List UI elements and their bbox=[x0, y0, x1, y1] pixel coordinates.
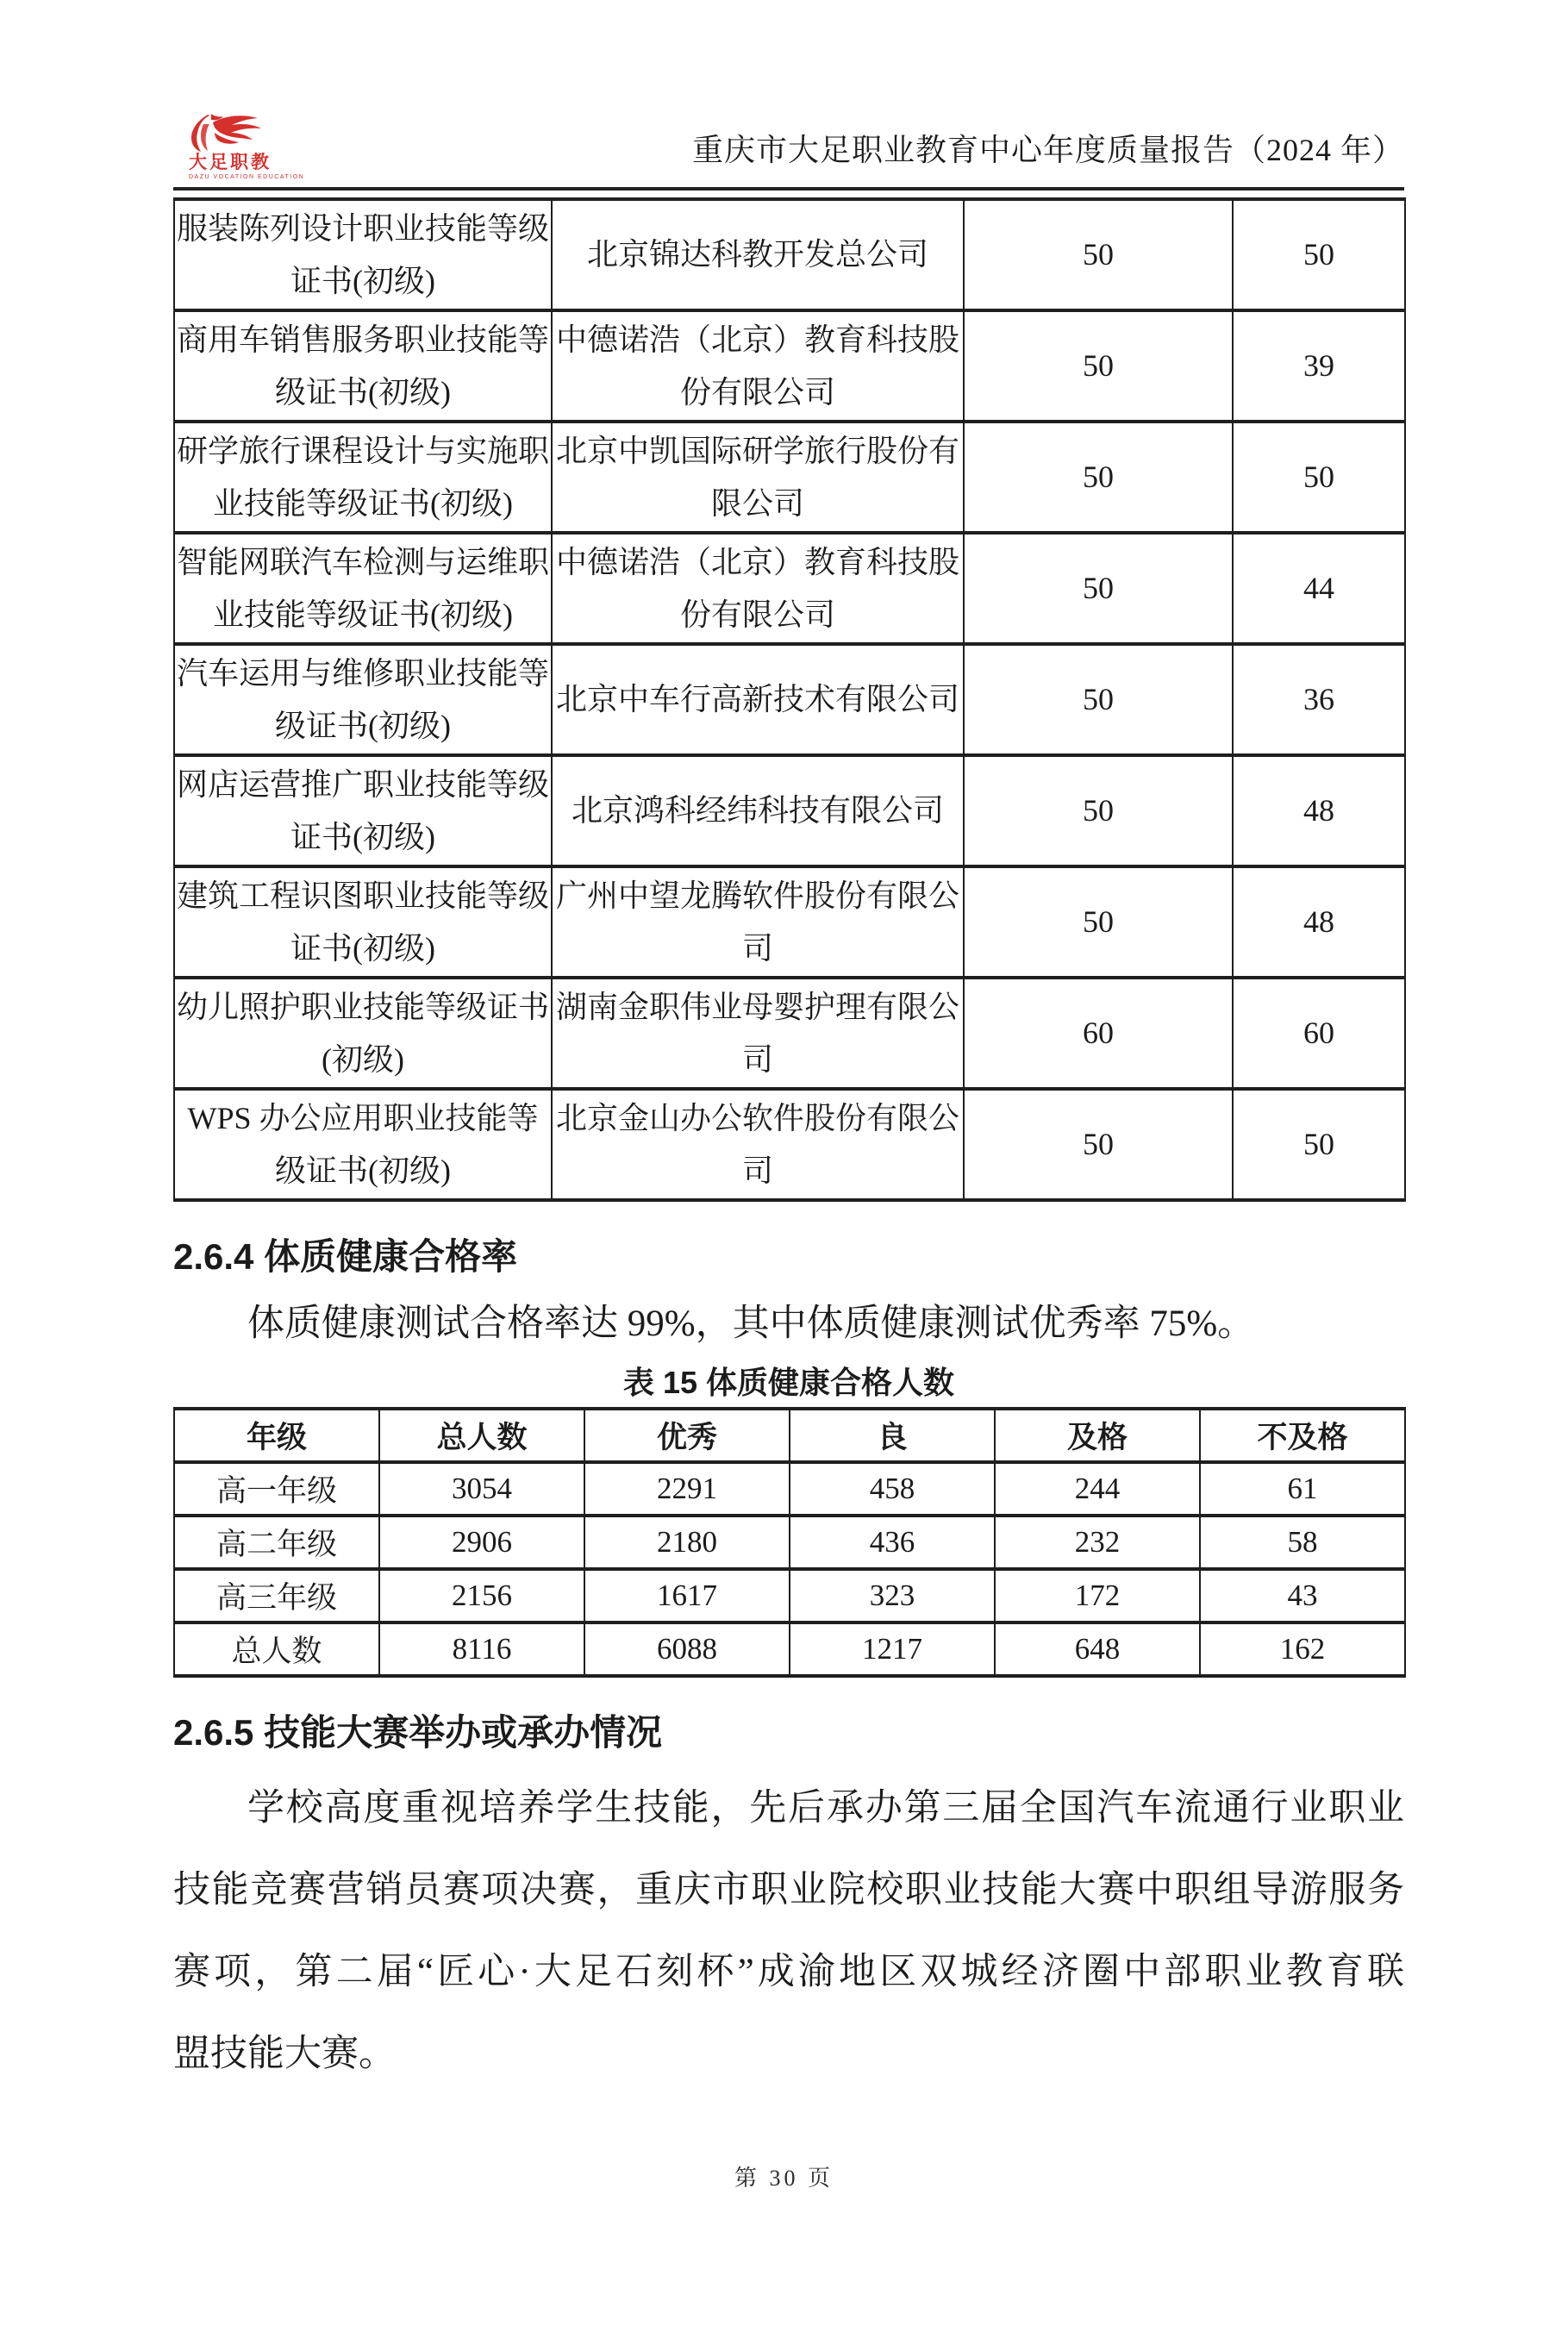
table-row bbox=[174, 978, 1405, 1089]
certificate-name-cell: 汽车运用与维修职业技能等级证书(初级) bbox=[174, 644, 552, 755]
obtained-count-cell: 50 bbox=[1233, 422, 1405, 533]
obtained-count-cell: 39 bbox=[1233, 310, 1405, 422]
page-content bbox=[173, 114, 1404, 2095]
paragraph-line: 盟技能大赛。 bbox=[173, 2034, 396, 2074]
header-cell: 及格 bbox=[995, 1409, 1200, 1462]
header-cell: 年级 bbox=[174, 1409, 379, 1462]
pass-cell: 648 bbox=[995, 1622, 1200, 1676]
table15-caption: 表 15 体质健康合格人数 bbox=[622, 1365, 955, 1400]
company-cell: 中德诺浩（北京）教育科技股份有限公司 bbox=[552, 533, 964, 644]
planned-count-cell: 50 bbox=[964, 310, 1233, 422]
obtained-count-cell: 44 bbox=[1233, 533, 1405, 644]
table-row bbox=[174, 644, 1405, 755]
section-heading-265: 2.6.5 技能大赛举办或承办情况 bbox=[173, 1712, 663, 1753]
certificate-name-cell: 研学旅行课程设计与实施职业技能等级证书(初级) bbox=[174, 422, 552, 533]
table-row bbox=[174, 1622, 1405, 1676]
good-cell: 1217 bbox=[790, 1622, 995, 1676]
planned-count-cell: 50 bbox=[964, 533, 1233, 644]
pass-cell: 172 bbox=[995, 1569, 1200, 1622]
total-cell: 2156 bbox=[379, 1569, 584, 1622]
planned-count-cell: 60 bbox=[964, 978, 1233, 1089]
planned-count-cell: 50 bbox=[964, 1089, 1233, 1200]
table-header-row bbox=[174, 1409, 1405, 1462]
obtained-count-cell: 50 bbox=[1233, 1089, 1405, 1200]
fail-cell: 162 bbox=[1200, 1622, 1405, 1676]
company-cell: 广州中望龙腾软件股份有限公司 bbox=[552, 866, 964, 978]
obtained-count-cell: 48 bbox=[1233, 755, 1405, 866]
grade-cell: 高二年级 bbox=[174, 1516, 379, 1569]
header-cell: 优秀 bbox=[584, 1409, 790, 1462]
planned-count-cell: 50 bbox=[964, 644, 1233, 755]
document-page bbox=[0, 114, 1568, 2332]
table-row bbox=[174, 533, 1405, 644]
certificate-name-cell: 智能网联汽车检测与运维职业技能等级证书(初级) bbox=[174, 533, 552, 644]
logo-brand-text: 大足职教 bbox=[189, 153, 272, 172]
certificate-name-cell: WPS 办公应用职业技能等级证书(初级) bbox=[174, 1089, 552, 1200]
section-264-paragraph: 体质健康测试合格率达 99%，其中体质健康测试优秀率 75%。 bbox=[247, 1304, 1255, 1344]
table-row bbox=[174, 1462, 1405, 1516]
header-cell: 总人数 bbox=[379, 1409, 584, 1462]
obtained-count-cell: 50 bbox=[1233, 199, 1405, 310]
obtained-count-cell: 60 bbox=[1233, 978, 1405, 1089]
company-cell: 湖南金职伟业母婴护理有限公司 bbox=[552, 978, 964, 1089]
certificate-name-cell: 建筑工程识图职业技能等级证书(初级) bbox=[174, 866, 552, 978]
excellent-cell: 6088 bbox=[584, 1622, 790, 1676]
fail-cell: 43 bbox=[1200, 1569, 1405, 1622]
company-cell: 北京鸿科经纬科技有限公司 bbox=[552, 755, 964, 866]
table-row bbox=[174, 866, 1405, 978]
company-cell: 北京中车行高新技术有限公司 bbox=[552, 644, 964, 755]
planned-count-cell: 50 bbox=[964, 866, 1233, 978]
table-row bbox=[174, 755, 1405, 866]
table-row bbox=[174, 199, 1405, 310]
logo-caption-text: DAZU VOCATION EDUCATION bbox=[189, 174, 305, 180]
planned-count-cell: 50 bbox=[964, 755, 1233, 866]
obtained-count-cell: 48 bbox=[1233, 866, 1405, 978]
table-row bbox=[174, 1569, 1405, 1622]
section-265-paragraph bbox=[173, 1767, 1404, 2095]
total-cell: 8116 bbox=[379, 1622, 584, 1676]
table-row bbox=[174, 1516, 1405, 1569]
total-cell: 3054 bbox=[379, 1462, 584, 1516]
excellent-cell: 1617 bbox=[584, 1569, 790, 1622]
fail-cell: 58 bbox=[1200, 1516, 1405, 1569]
company-cell: 北京中凯国际研学旅行股份有限公司 bbox=[552, 422, 964, 533]
certificate-name-cell: 商用车销售服务职业技能等级证书(初级) bbox=[174, 310, 552, 422]
paragraph-line: 赛项，第二届“匠心·大足石刻杯”成渝地区双城经济圈中部职业教育联 bbox=[173, 1952, 1404, 1992]
report-title: 重庆市大足职业教育中心年度质量报告（2024 年） bbox=[691, 133, 1404, 167]
table-row bbox=[174, 310, 1405, 422]
company-cell: 中德诺浩（北京）教育科技股份有限公司 bbox=[552, 310, 964, 422]
planned-count-cell: 50 bbox=[964, 422, 1233, 533]
grade-cell: 总人数 bbox=[174, 1622, 379, 1676]
certificate-table bbox=[173, 197, 1406, 1202]
table-row bbox=[174, 422, 1405, 533]
good-cell: 436 bbox=[790, 1516, 995, 1569]
page-header bbox=[173, 114, 1404, 191]
certificate-name-cell: 幼儿照护职业技能等级证书(初级) bbox=[174, 978, 552, 1089]
header-cell: 不及格 bbox=[1200, 1409, 1405, 1462]
paragraph-line: 技能竞赛营销员赛项决赛，重庆市职业院校职业技能大赛中职组导游服务 bbox=[173, 1870, 1404, 1910]
section-heading-264: 2.6.4 体质健康合格率 bbox=[173, 1236, 518, 1277]
phoenix-flame-icon bbox=[189, 114, 268, 152]
excellent-cell: 2291 bbox=[584, 1462, 790, 1516]
fail-cell: 61 bbox=[1200, 1462, 1405, 1516]
good-cell: 458 bbox=[790, 1462, 995, 1516]
total-cell: 2906 bbox=[379, 1516, 584, 1569]
obtained-count-cell: 36 bbox=[1233, 644, 1405, 755]
grade-cell: 高三年级 bbox=[174, 1569, 379, 1622]
company-cell: 北京金山办公软件股份有限公司 bbox=[552, 1089, 964, 1200]
certificate-name-cell: 网店运营推广职业技能等级证书(初级) bbox=[174, 755, 552, 866]
table-row bbox=[174, 1089, 1405, 1200]
pass-cell: 244 bbox=[995, 1462, 1200, 1516]
planned-count-cell: 50 bbox=[964, 199, 1233, 310]
excellent-cell: 2180 bbox=[584, 1516, 790, 1569]
school-logo bbox=[189, 114, 304, 180]
good-cell: 323 bbox=[790, 1569, 995, 1622]
grade-cell: 高一年级 bbox=[174, 1462, 379, 1516]
company-cell: 北京锦达科教开发总公司 bbox=[552, 199, 964, 310]
paragraph-line: 学校高度重视培养学生技能，先后承办第三届全国汽车流通行业职业 bbox=[247, 1788, 1404, 1829]
certificate-name-cell: 服装陈列设计职业技能等级证书(初级) bbox=[174, 199, 552, 310]
header-cell: 良 bbox=[790, 1409, 995, 1462]
fitness-table bbox=[173, 1407, 1406, 1678]
pass-cell: 232 bbox=[995, 1516, 1200, 1569]
page-number: 第 30 页 bbox=[734, 2166, 834, 2191]
